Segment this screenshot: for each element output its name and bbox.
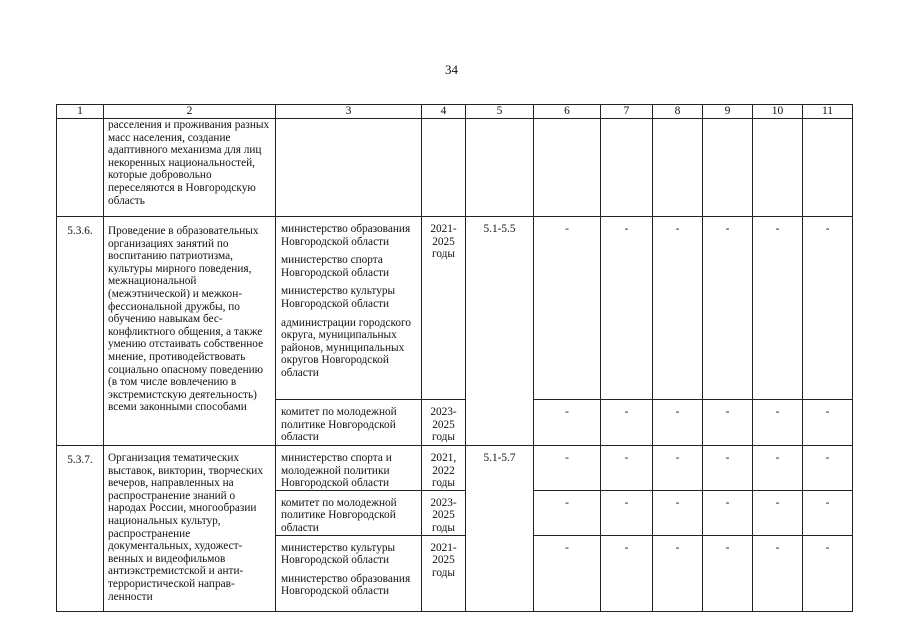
- value-cell: -: [601, 535, 653, 611]
- measure-description: Проведение в образовательных организациях занятий по воспитанию патриотизма, культуры мирного поведения, межнациональной (межэтнической) и межконфессиональной дружбы, по обучению навыкам бесконфликтного общения, а также умению отстаивать собственное мнение, противодействовать социально опасному поведению (в том числе вовлечению в экстремистскую деятельность) всеми законными способами: [104, 217, 276, 446]
- value-cell: -: [753, 446, 803, 491]
- value-cell: -: [534, 400, 601, 446]
- value-cell: -: [703, 400, 753, 446]
- table-row: [57, 446, 853, 491]
- measure-number: 5.3.7.: [57, 446, 104, 612]
- executor: комитет по молодежной политике Новгородской области: [281, 496, 397, 534]
- executor: министерство образования Новгородской области: [281, 572, 411, 598]
- value-cell: -: [653, 535, 703, 611]
- value-cell: -: [703, 217, 753, 400]
- value-cell: -: [653, 400, 703, 446]
- column-header: 5: [466, 105, 534, 119]
- years-cell: 2023-2025 годы: [422, 400, 466, 446]
- table-header-row: [57, 105, 853, 119]
- measure-number: 5.3.6.: [57, 217, 104, 446]
- indicators-cell: 5.1-5.7: [466, 446, 534, 612]
- table-row: [57, 217, 853, 400]
- value-cell: -: [601, 400, 653, 446]
- measures-table: [56, 104, 853, 612]
- value-cell: -: [753, 535, 803, 611]
- value-cell: -: [653, 446, 703, 491]
- executors-cell: [276, 217, 422, 400]
- executors-cell: [276, 446, 422, 491]
- executors-cell: [276, 490, 422, 535]
- executor: министерство спорта Новгородской области: [281, 254, 390, 279]
- executor: администрации городского округа, муниципальных районов, муниципальных округов Новгородской области: [281, 316, 412, 379]
- value-cell: -: [803, 217, 853, 400]
- column-header: 11: [803, 105, 853, 119]
- column-header: 7: [601, 105, 653, 119]
- executor: министерство образования Новгородской области: [281, 223, 411, 248]
- value-cell: -: [753, 400, 803, 446]
- column-header: 2: [104, 105, 276, 119]
- column-header: 3: [276, 105, 422, 119]
- value-cell: -: [601, 446, 653, 491]
- indicators-cell: 5.1-5.5: [466, 217, 534, 446]
- column-header: 4: [422, 105, 466, 119]
- value-cell: -: [703, 446, 753, 491]
- value-cell: -: [753, 217, 803, 400]
- executor: министерство культуры Новгородской области: [281, 541, 396, 567]
- value-cell: -: [601, 217, 653, 400]
- years-cell: 2023-2025 годы: [422, 490, 466, 535]
- years-cell: 2021-2025 годы: [422, 217, 466, 400]
- page-number: 34: [445, 62, 458, 77]
- measure-number-cell: [57, 119, 104, 217]
- years-cell: 2021-2025 годы: [422, 535, 466, 611]
- value-cell: -: [703, 535, 753, 611]
- value-cell: -: [601, 490, 653, 535]
- value-cell: -: [534, 217, 601, 400]
- years-cell: 2021, 2022 годы: [422, 446, 466, 491]
- column-header: 6: [534, 105, 601, 119]
- column-header: 1: [57, 105, 104, 119]
- value-cell: -: [653, 490, 703, 535]
- executors-cell: [276, 535, 422, 611]
- value-cell: -: [703, 490, 753, 535]
- executor: министерство спорта и молодежной политики Новгородской области: [281, 452, 392, 490]
- value-cell: -: [753, 490, 803, 535]
- table-row: [57, 119, 853, 217]
- value-cell: -: [803, 490, 853, 535]
- measure-description: расселения и проживания разных масс населения, создание адаптивного механизма для лиц некоренных национальностей, которые добровольно переселяются в Новгородскую область: [104, 119, 276, 217]
- column-header: 9: [703, 105, 753, 119]
- value-cell: -: [534, 446, 601, 491]
- measure-description: Организация тематических выставок, викторин, творческих вечеров, направленных на распространение знаний о народах России, многообразии национальных культур, распространение документальных, художественных и видеофильмов антиэкстремистской и антитеррористической направленности: [104, 446, 276, 612]
- value-cell: -: [803, 446, 853, 491]
- executors-cell: [276, 400, 422, 446]
- column-header: 8: [653, 105, 703, 119]
- executor: министерство культуры Новгородской области: [281, 285, 396, 310]
- value-cell: -: [803, 400, 853, 446]
- value-cell: -: [653, 217, 703, 400]
- value-cell: -: [803, 535, 853, 611]
- value-cell: -: [534, 490, 601, 535]
- executor: комитет по молодежной политике Новгородской области: [281, 406, 397, 444]
- column-header: 10: [753, 105, 803, 119]
- value-cell: -: [534, 535, 601, 611]
